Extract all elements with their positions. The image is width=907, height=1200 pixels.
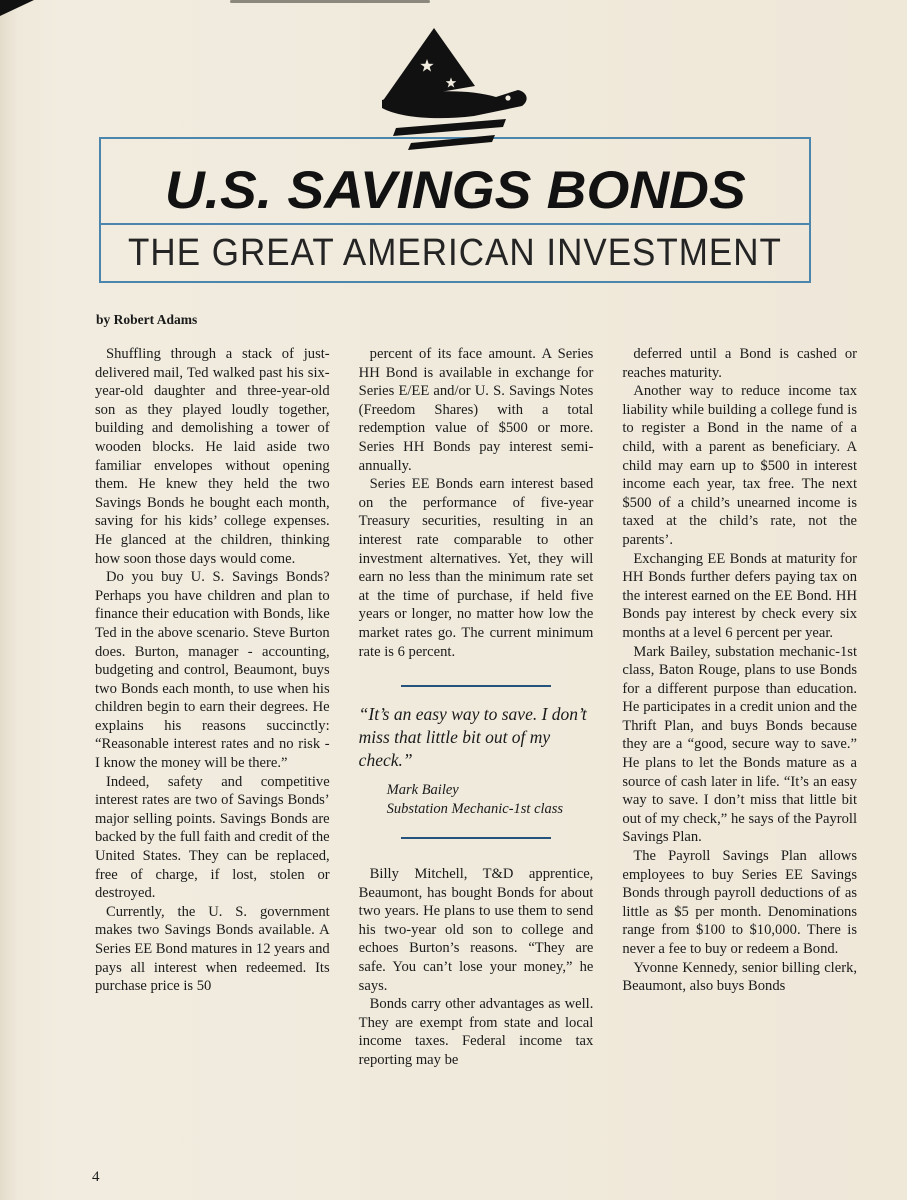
- eagle-logo: [354, 26, 554, 154]
- article-paragraph: Currently, the U. S. government makes two Savings Bonds available. A Series EE Bond matures in 12 years and pays all interest when redeemed. Its purchase price is 50: [95, 903, 330, 995]
- article-paragraph: Bonds carry other advantages as well. They are exempt from state and local income taxes. Federal income tax reporting may be: [358, 996, 594, 1069]
- article-paragraph: Series EE Bonds earn interest based on the performance of five-year Treasury securities, resulting in an interest rate comparable to other investment alternatives. Yet, they will earn no less than the minimum rate set at the time of purchase, if held five years or longer, no matter how low the market rates go. The current minimum rate is 6 percent.: [358, 476, 594, 660]
- pull-quote-text: “It’s an easy way to save. I don’t miss that little bit out of my check.”: [358, 704, 587, 771]
- pull-quote-attribution-title: Substation Mechanic-1st class: [386, 801, 564, 818]
- column-1: [95, 345, 330, 1070]
- article-paragraph: Shuffling through a stack of just-delivered mail, Ted walked past his six-year-old daughter and three-year-old son as they played loudly together, building and demolishing a tower of wooden blocks. He laid aside two familiar envelopes without opening them. He knew they held the two Savings Bonds he bought each month, saving for his kids’ college expenses. He glanced at the children, thinking how soon those days would come.: [95, 346, 330, 567]
- byline: by Robert Adams: [96, 312, 198, 327]
- page-number: 4: [92, 1169, 100, 1185]
- pull-quote: [359, 685, 594, 839]
- article-paragraph: percent of its face amount. A Series HH Bond is available in exchange for Series E/EE and/or U. S. Savings Notes (Freedom Shares) with a total redemption value of $500 or more. Series HH Bonds pay interest semi-annually.: [358, 346, 594, 474]
- scan-corner-mark: [0, 0, 34, 16]
- article-paragraph: Billy Mitchell, T&D apprentice, Beaumont, has bought Bonds for about two years. He plans to use them to send his two-year old son to college and echoes Burton’s reasons. “They are safe. You can’t lose your money,” he says.: [358, 866, 594, 994]
- article-columns: [95, 345, 857, 1070]
- masthead-title: U.S. SAVINGS BONDS: [164, 161, 746, 220]
- column-2: [359, 345, 594, 1070]
- article-paragraph: Exchanging EE Bonds at maturity for HH Bonds further defers paying tax on the interest earned on the EE Bond. HH Bonds pay interest by check every six months at a level 6 percent per year.: [622, 550, 858, 641]
- article-paragraph: Mark Bailey, substation mechanic-1st class, Baton Rouge, plans to use Bonds for a different purpose than education. He participates in a credit union and the Thrift Plan, and buys Bonds because they are a “good, secure way to save.” He plans to let the Bonds mature as a source of cash later in life. “It’s an easy way to save. I don’t miss that little bit out of my check,” he says of the Payroll Savings Plan.: [622, 643, 858, 846]
- article-paragraph: deferred until a Bond is cashed or reaches maturity.: [622, 346, 858, 381]
- article-paragraph: Another way to reduce income tax liability while building a college fund is to register a Bond in the name of a child, with a parent as beneficiary. A child may earn up to $500 in interest income each year, tax free. The next $500 of a child’s unearned income is taxed at the child’s rate, not the parents’.: [622, 383, 858, 548]
- masthead-subtitle-row: [101, 225, 809, 281]
- article-paragraph: Indeed, safety and competitive interest rates are two of Savings Bonds’ major selling points. Savings Bonds are backed by the full faith and credit of the United States. They can be replaced, free of charge, if lost, stolen or destroyed.: [95, 773, 330, 902]
- pull-quote-rule-bottom: [401, 837, 551, 839]
- eagle-icon: [354, 26, 554, 176]
- masthead-subtitle: THE GREAT AMERICAN INVESTMENT: [128, 231, 782, 274]
- article-paragraph: The Payroll Savings Plan allows employees to buy Series EE Savings Bonds through payroll deductions of as little as $5 per month. Denominations range from $100 to $10,000. There is never a fee to buy or redeem a Bond.: [622, 848, 858, 957]
- column-3: [622, 345, 857, 1070]
- scan-edge-smudge: [230, 0, 430, 3]
- pull-quote-attribution-name: Mark Bailey: [386, 782, 459, 799]
- article-paragraph: Yvonne Kennedy, senior billing clerk, Beaumont, also buys Bonds: [622, 959, 858, 995]
- article-paragraph: Do you buy U. S. Savings Bonds? Perhaps you have children and plan to finance their education with Bonds, like Ted in the above scenario. Steve Burton does. Burton, manager - accounting, budgeting and control, Beaumont, buys two Bonds each month, to use when his children begin to earn their degrees. He explains his reasons succinctly: “Reasonable interest rates and no risk - I know the money will be there.”: [95, 569, 330, 772]
- pull-quote-rule-top: [401, 685, 551, 687]
